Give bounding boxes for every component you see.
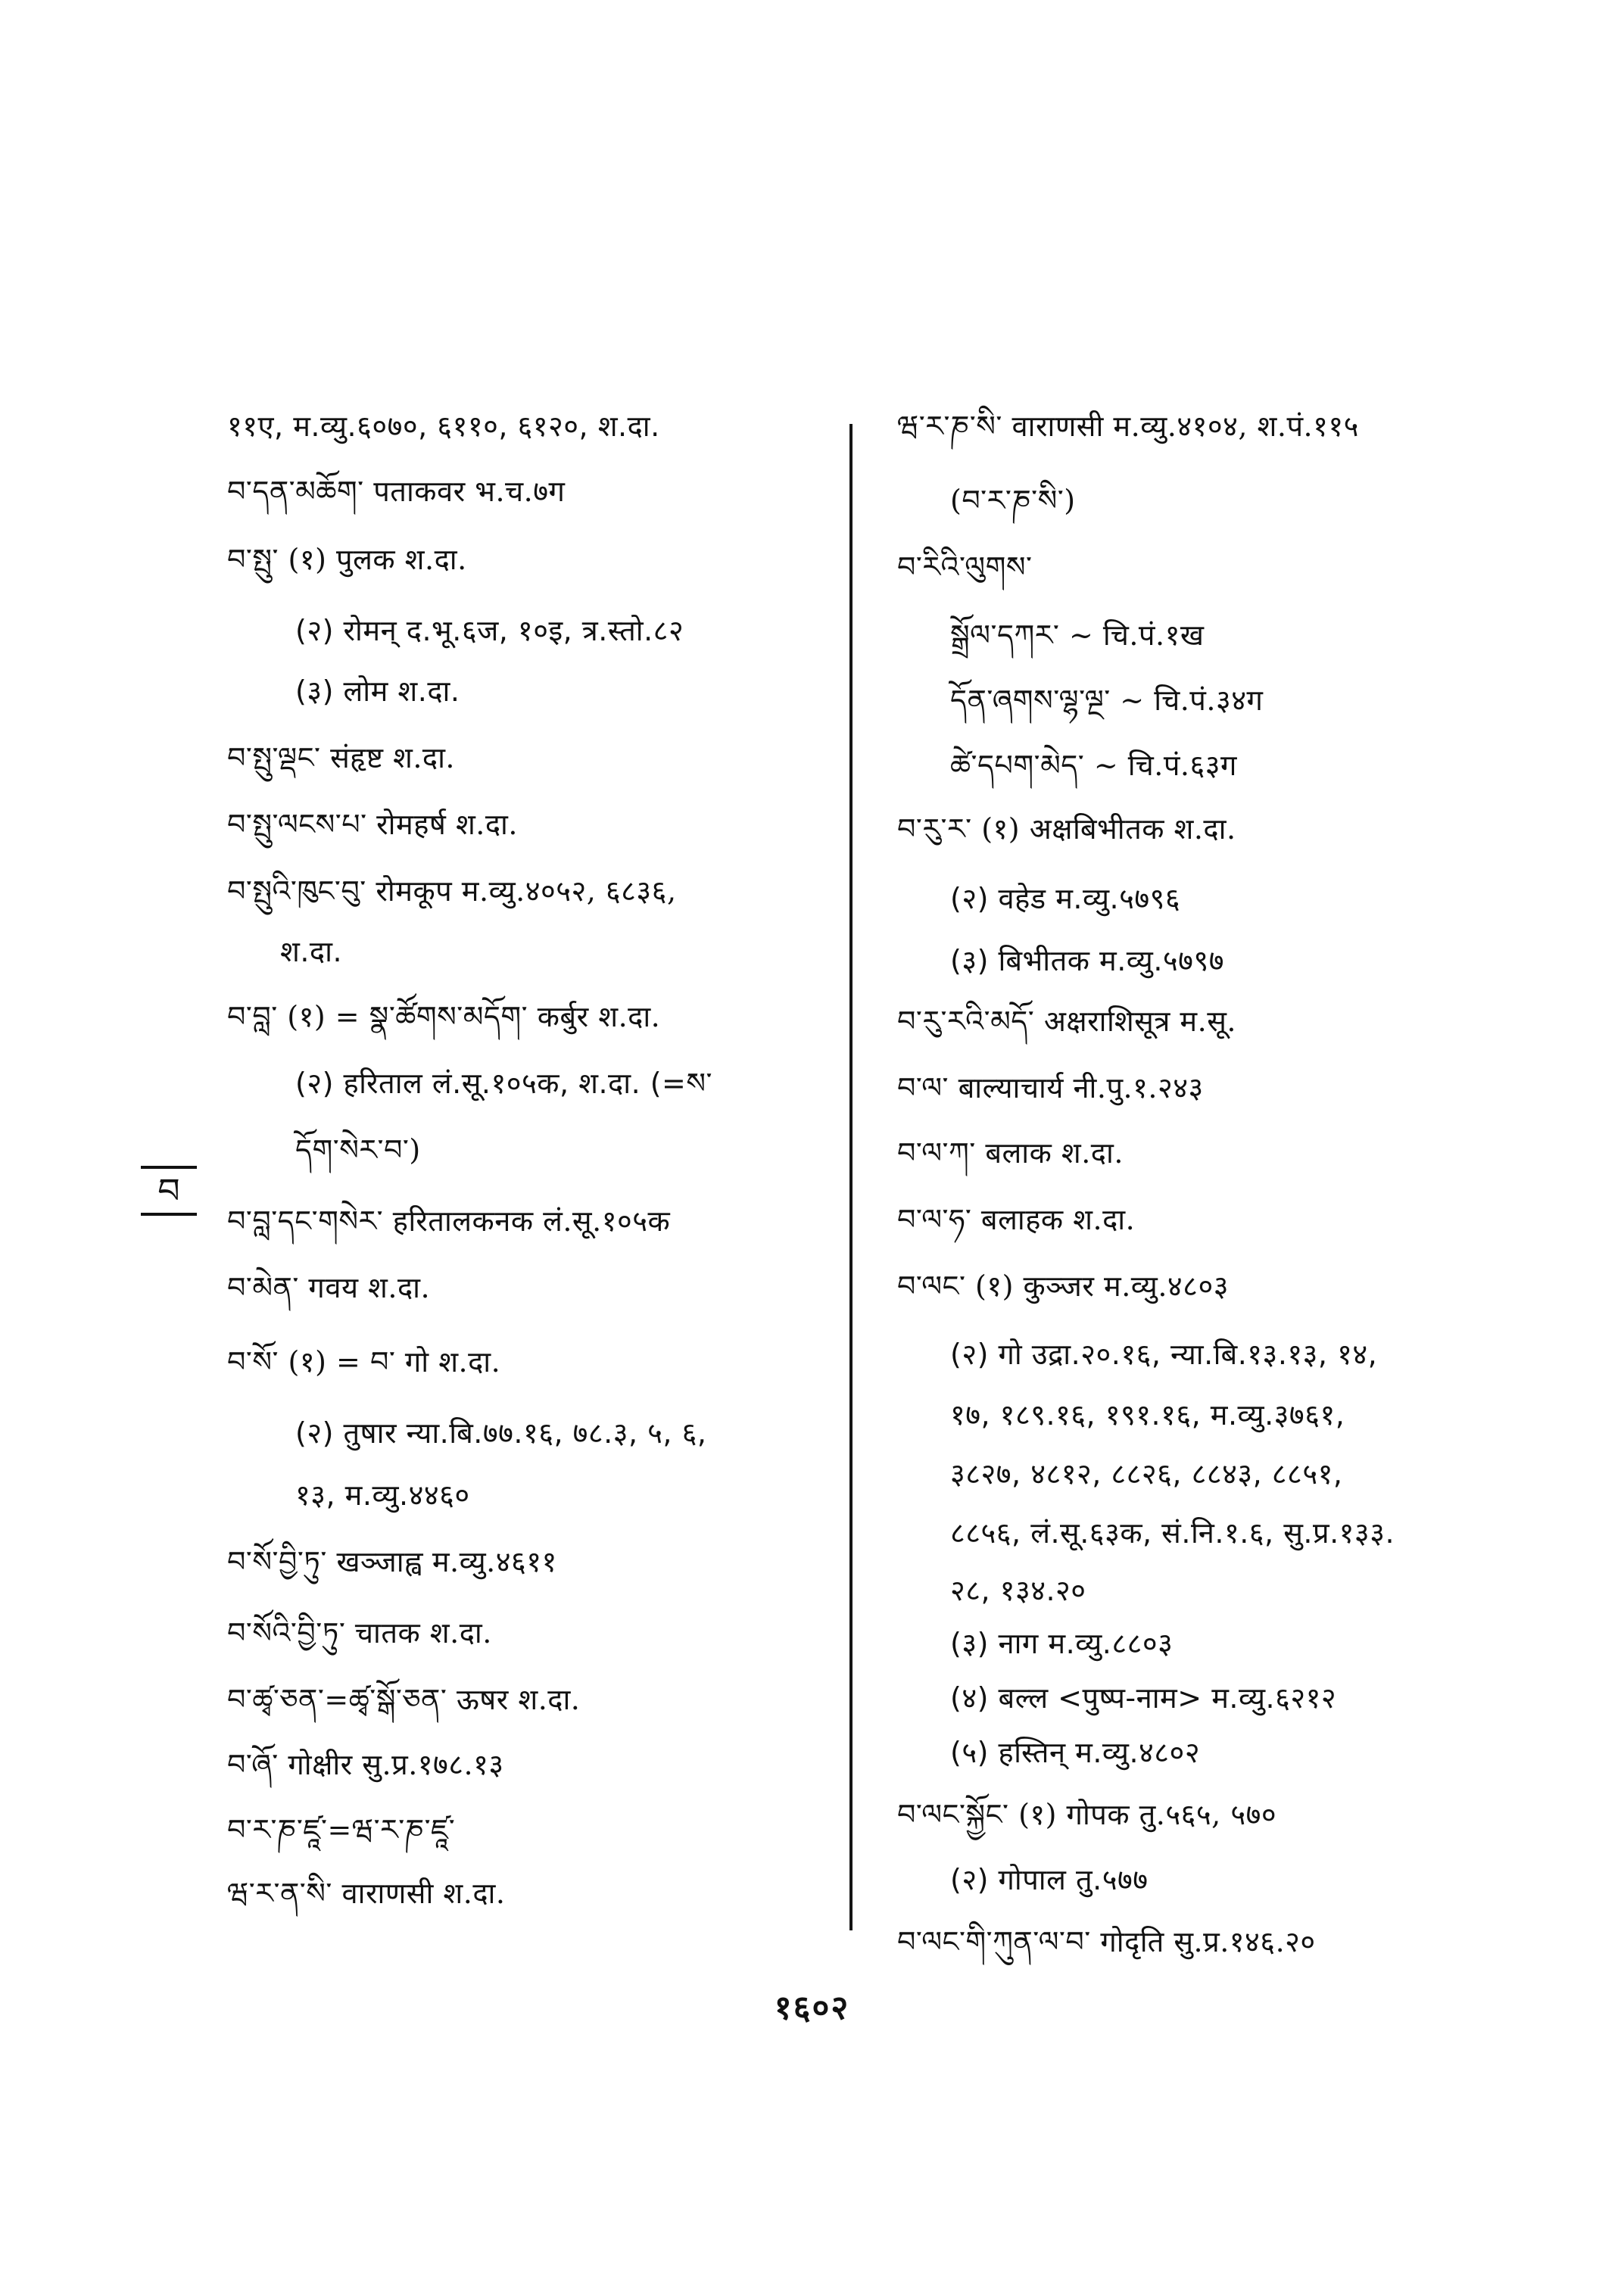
column-divider	[849, 424, 853, 1930]
entry-line: བ་བླ་ (१) = སྣ་ཚོགས་མདོག་ कर्बुर श.दा.	[227, 1000, 661, 1033]
entry-line: १३, म.व्यु.४४६०	[295, 1478, 470, 1512]
entry-line: (२) गोपाल तु.५७७	[950, 1863, 1149, 1896]
entry-line: ८८५६, लं.सू.६३क, सं.नि.१.६, सु.प्र.१३३.	[950, 1516, 1395, 1550]
entry-line: བ་སྤུ་ (१) पुलक श.दा.	[227, 543, 467, 576]
entry-line: ཝ་ར་ན་སི་ वाराणसी श.दा.	[227, 1877, 506, 1910]
entry-line: བ་རུ་ར་ (१) अक्षबिभीतक श.दा.	[897, 812, 1236, 846]
entry-line: བ་ར་ཎ་ཛཱ་=ཝ་ར་ཎ་ཛཱ་	[227, 1813, 456, 1846]
entry-line: (२) गो उद्रा.२०.१६, न्या.बि.१३.१३, १४,	[950, 1338, 1378, 1371]
page-number: १६०२	[774, 1989, 850, 2027]
margin-section-letter: བ	[141, 1166, 197, 1216]
entry-line: २८, १३४.२०	[950, 1574, 1086, 1607]
entry-line: བ་ལ་ཧ་ बलाहक श.दा.	[897, 1203, 1136, 1236]
entry-line: (३) लोम श.दा.	[295, 675, 460, 708]
entry-line: (४) बल्ल <पुष्प-नाम> म.व्यु.६२१२	[950, 1681, 1337, 1715]
entry-line: དོན་ཞགས་ལྷ་ལྔ་ ~ चि.पं.३४ग	[950, 684, 1264, 717]
entry-line: བ་ལ་ बाल्याचार्य नी.पु.१.२४३	[897, 1071, 1204, 1104]
entry-line: (བ་ར་ཎ་སི་)	[950, 484, 1076, 517]
entry-line: བ་དན་མཆོག་ पताकवर भ.च.७ग	[227, 475, 566, 508]
entry-line: བ་རུ་རའི་མདོ་ अक्षराशिसूत्र म.सू.	[897, 1005, 1236, 1038]
entry-line: ཚེ་དཔག་མེད་ ~ चि.पं.६३ग	[950, 749, 1237, 782]
entry-line: བ་མེན་ गवय श.दा.	[227, 1271, 431, 1304]
entry-line: ११ए, म.व्यु.६०७०, ६११०, ६१२०, श.दा.	[227, 410, 660, 443]
entry-line: བ་སྤུ་ལངས་པ་ रोमहर्ष श.दा.	[227, 808, 518, 841]
entry-line: བ་ལང་གི་ཀུན་ལ་བ་ गोदृति सु.प्र.१४६.२०	[897, 1925, 1316, 1958]
entry-line: १७, १८९.१६, १९१.१६, म.व्यु.३७६१,	[950, 1398, 1345, 1432]
entry-line: (२) रोमन् द.भू.६ज, १०इ, त्र.स्तो.८२	[295, 614, 684, 647]
entry-line: བ་སོའི་བྱི་ཏུ་ चातक श.दा.	[227, 1616, 492, 1650]
entry-line: བ་རིའི་ལུགས་	[897, 550, 1033, 584]
entry-line: དོག་སེར་བ་)	[295, 1133, 421, 1167]
entry-line: བ་ཚྭ་ཅན་=ཚྭ་སྒོ་ཅན་ ऊषर श.दा.	[227, 1683, 581, 1716]
entry-line: ३८२७, ४८१२, ८८२६, ८८४३, ८८५१,	[950, 1457, 1343, 1491]
entry-line: ཝ་ར་ཎ་སི་ वाराणसी म.व्यु.४१०४, श.पं.११५	[897, 410, 1359, 443]
entry-line: (२) हरिताल लं.सू.१०५क, श.दा. (=ས་	[295, 1067, 713, 1100]
entry-line: (५) हस्तिन् म.व्यु.४८०२	[950, 1736, 1201, 1769]
entry-line: བ་སྤུའི་ཁུང་བུ་ रोमकूप म.व्यु.४०५२, ६८३६,	[227, 874, 677, 908]
entry-line: (२) वहेड म.व्यु.५७९६	[950, 882, 1181, 915]
entry-line: श.दा.	[280, 935, 343, 968]
entry-line: (३) नाग म.व्यु.८८०३	[950, 1627, 1174, 1660]
entry-line: (२) तुषार न्या.बि.७७.१६, ७८.३, ५, ६,	[295, 1416, 707, 1450]
entry-line: བ་སོ་ (१) = བ་ गो श.दा.	[227, 1345, 501, 1379]
entry-line: བ་སྤུ་ལྡང་ संहृष्ट श.दा.	[227, 741, 455, 774]
entry-line: བ་བླ་དང་གསེར་ हरितालकनक लं.सू.१०५क	[227, 1204, 671, 1238]
entry-line: བ་སོ་བྱི་ཏུ་ खञ्जाह्व म.व्यु.४६११	[227, 1545, 557, 1578]
entry-line: བ་ལ་ཀ་ बलाक श.दा.	[897, 1136, 1124, 1170]
entry-line: བ་ཞོ་ गोक्षीर सु.प्र.१७८.१३	[227, 1748, 504, 1781]
entry-line: སྒྲོལ་དཀར་ ~ चि.पं.१ख	[950, 618, 1205, 652]
entry-line: (३) बिभीतक म.व्यु.५७९७	[950, 944, 1224, 977]
entry-line: བ་ལང་སྐྱོང་ (१) गोपक तु.५६५, ५७०	[897, 1798, 1277, 1831]
entry-line: བ་ལང་ (१) कुञ्जर म.व्यु.४८०३	[897, 1270, 1229, 1303]
